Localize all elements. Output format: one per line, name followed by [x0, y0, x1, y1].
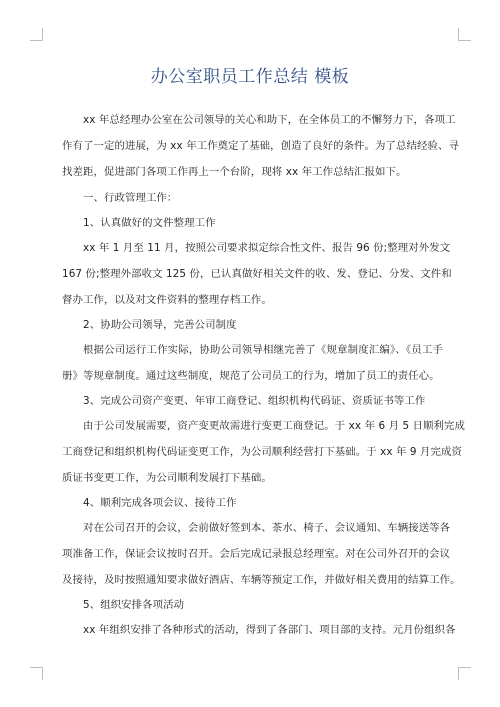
paragraph-line: 工商登记和组织机构代码证变更工作，为公司顺利经营打下基础。于 xx 年 9 月完成资	[62, 446, 462, 458]
subsection-heading: 2、协助公司领导，完善公司制度	[83, 319, 237, 331]
subsection-heading: 4、顺利完成各项会议、接待工作	[83, 497, 237, 509]
crop-mark-bottom-right	[458, 667, 471, 680]
paragraph-line: xx 年 1 月至 11 月，按照公司要求拟定综合性文件、报告 96 份;整理对外发文	[83, 242, 451, 254]
paragraph-line: xx 年组织安排了各种形式的活动，得到了各部门、项目部的支持。元月份组织各	[83, 624, 456, 636]
paragraph-line: 对在公司召开的会议，会前做好签到本、茶水、椅子、会议通知、车辆接送等各	[83, 522, 451, 534]
document-title: 办公室职员工作总结 模板	[150, 67, 350, 87]
paragraph-line: 167 份;整理外部收文 125 份，已认真做好相关文件的收、发、登记、分发、文件和	[62, 268, 452, 280]
section-heading: 一、行政管理工作：	[83, 192, 178, 204]
paragraph-line: 由于公司发展需要，资产变更故需进行变更工商登记。于 xx 年 6 月 5 日顺利完成	[83, 420, 466, 432]
paragraph-line: 根据公司运行工作实际，协助公司领导相继完善了《规章制度汇编》、《员工手	[83, 344, 443, 356]
paragraph-line: 及接待，及时按照通知要求做好酒店、车辆等预定工作，并做好相关费用的结算工作。	[62, 574, 461, 586]
subsection-heading: 3、完成公司资产变更、年审工商登记、组织机构代码证、资质证书等工作	[83, 395, 426, 407]
subsection-heading: 5、组织安排各项活动	[83, 599, 185, 611]
paragraph-line: 项准备工作，保证会议按时召开。会后完成记录报总经理室。对在公司外召开的会议	[62, 548, 451, 560]
paragraph-line: 质证书变更工作，为公司顺利发展打下基础。	[62, 472, 272, 484]
paragraph-line: xx 年总经理办公室在公司领导的关心和助下，在全体员工的不懈努力下，各项工	[83, 114, 456, 126]
crop-mark-top-left	[30, 28, 43, 41]
paragraph-line: 作有了一定的进展，为 xx 年工作奠定了基础，创造了良好的条件。为了总结经验、寻	[62, 140, 459, 152]
crop-mark-top-right	[458, 28, 471, 41]
subsection-heading: 1、认真做好的文件整理工作	[83, 217, 216, 229]
paragraph-line: 册》等规章制度。通过这些制度，规范了公司员工的行为，增加了员工的责任心。	[62, 370, 440, 382]
paragraph-line: 找差距，促进部门各项工作再上一个台阶，现将 xx 年工作总结汇报如下。	[62, 166, 407, 178]
crop-mark-bottom-left	[30, 667, 43, 680]
paragraph-line: 督办工作，以及对文件资料的整理存档工作。	[62, 294, 272, 306]
